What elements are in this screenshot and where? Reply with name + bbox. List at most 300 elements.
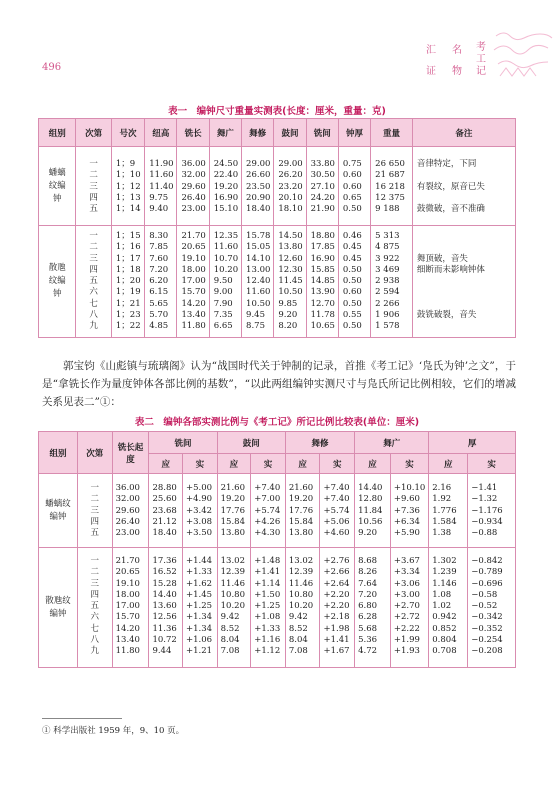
table1-cell: 26.40 bbox=[181, 192, 206, 203]
table2-cell: +1.93 bbox=[393, 646, 420, 657]
table2-cell: −0.934 bbox=[471, 516, 503, 527]
table2-cell: +7.40 bbox=[323, 483, 350, 493]
table1-cell: 36.00 bbox=[181, 159, 206, 169]
table1-note bbox=[417, 193, 515, 204]
table1-note: 舞顶破，音失 bbox=[416, 253, 468, 264]
table2-cell: 四 bbox=[90, 589, 100, 600]
table1-cell: 七 bbox=[89, 298, 98, 309]
page-number: 496 bbox=[42, 62, 62, 73]
table2-cell: 1.38 bbox=[432, 528, 452, 539]
table2-cell: 21.12 bbox=[152, 516, 177, 527]
table2-header-cell: 厚 bbox=[429, 432, 516, 454]
table2-cell: −0.789 bbox=[471, 567, 503, 578]
table1-note bbox=[417, 299, 515, 310]
table1-cell: 7.35 bbox=[213, 310, 233, 321]
table1-cell: 14.10 bbox=[246, 253, 271, 264]
table1-cell: 0.65 bbox=[342, 192, 362, 203]
table1-cell: 12 375 bbox=[375, 192, 405, 203]
table1-header-cell: 号次 bbox=[111, 119, 144, 147]
table1-cell: 24.50 bbox=[213, 159, 239, 169]
table1-header-cell: 备注 bbox=[412, 119, 515, 147]
table1-cell: 32.00 bbox=[181, 170, 206, 181]
table2-cell: +1.33 bbox=[186, 567, 213, 578]
table2-cell: −0.842 bbox=[471, 556, 503, 566]
table1-cell: 27.10 bbox=[310, 181, 335, 192]
table2-cell: +4.60 bbox=[323, 528, 350, 539]
table2-cell: −1.32 bbox=[471, 494, 498, 505]
table1-cell: 2 938 bbox=[375, 276, 400, 287]
table1-note: 细断而未影响钟体 bbox=[416, 264, 485, 275]
table2-cell: 1.92 bbox=[432, 494, 452, 505]
table1-cell: 0.45 bbox=[342, 242, 362, 253]
table1-column-cell bbox=[209, 147, 241, 226]
table2-column-cell bbox=[183, 474, 218, 548]
table2-cell: +2.20 bbox=[323, 601, 350, 612]
table2-cell: 1.776 bbox=[432, 505, 457, 516]
table1-cell: 16 218 bbox=[375, 181, 405, 192]
table1-cell: 10.20 bbox=[213, 264, 239, 275]
table1-column-cell bbox=[242, 147, 274, 226]
table2-cell: 20.65 bbox=[115, 567, 140, 578]
table1-cell: 33.80 bbox=[310, 159, 335, 169]
table2-cell: −0.696 bbox=[471, 578, 503, 589]
table1-cell: 9.75 bbox=[149, 192, 169, 203]
table2-cell: 19.10 bbox=[115, 578, 140, 589]
table2-cell: 11.46 bbox=[288, 578, 314, 589]
table2-cell: 0.942 bbox=[432, 612, 457, 623]
table2-subheader-cell: 应 bbox=[355, 454, 391, 474]
table2-cell: 26.40 bbox=[115, 516, 140, 527]
table1-cell: 0.60 bbox=[342, 181, 362, 192]
table1-cell: 6.15 bbox=[149, 287, 169, 298]
table1-cell: 二 bbox=[89, 242, 98, 253]
table2-cell: 21.60 bbox=[288, 483, 314, 493]
table2-cell: +1.45 bbox=[186, 589, 213, 600]
table1-cell: 9.00 bbox=[213, 287, 233, 298]
table1-cell: 13.90 bbox=[310, 287, 335, 298]
table1-cell: 15.78 bbox=[246, 231, 271, 241]
table1-column-cell bbox=[177, 226, 209, 338]
header-char: 物 bbox=[452, 66, 462, 77]
table2-cell: −0.342 bbox=[471, 612, 503, 623]
table2-column-cell bbox=[429, 474, 468, 548]
table2-cell: +1.34 bbox=[186, 623, 213, 634]
table2-column-cell bbox=[390, 548, 428, 668]
table1-header-cell: 次第 bbox=[76, 119, 111, 147]
table1-note bbox=[417, 231, 515, 242]
table2-cell: 17.76 bbox=[288, 505, 314, 516]
table2-cell: +7.00 bbox=[254, 494, 281, 505]
table2-column-cell bbox=[217, 548, 251, 668]
table1-cell: 12.60 bbox=[278, 253, 303, 264]
table2-cell: 10.56 bbox=[358, 516, 383, 527]
table1-header-cell: 纽高 bbox=[145, 119, 177, 147]
table2-column-cell bbox=[285, 474, 320, 548]
table2-cell: +1.33 bbox=[254, 623, 281, 634]
table2-cell: 7.20 bbox=[358, 589, 378, 600]
table2-cell: 7.08 bbox=[220, 646, 240, 657]
table2-column-cell bbox=[77, 474, 112, 548]
table2-cell: 5.68 bbox=[358, 623, 378, 634]
table2-column-cell bbox=[390, 474, 428, 548]
table1-cell: 11.60 bbox=[149, 170, 174, 181]
table1-column-cell bbox=[274, 147, 306, 226]
table2-cell: −0.52 bbox=[471, 601, 498, 612]
table1-cell: 13.40 bbox=[181, 310, 206, 321]
table2-cell: 8.52 bbox=[288, 623, 308, 634]
table2-cell: 9.44 bbox=[152, 646, 172, 657]
table1-cell: 29.00 bbox=[278, 159, 303, 169]
table1-cell: 18.40 bbox=[246, 204, 271, 215]
table1-cell: 二 bbox=[89, 170, 98, 181]
table2-cell: 9.20 bbox=[358, 528, 378, 539]
table1-cell: 1；13 bbox=[115, 192, 141, 203]
table2-cell: 1.02 bbox=[432, 601, 452, 612]
table2-cell: 二 bbox=[90, 494, 100, 505]
table1-cell: 9.45 bbox=[246, 310, 265, 321]
table2-cell: 10.72 bbox=[152, 635, 177, 646]
table1-cell: 0.60 bbox=[342, 170, 362, 181]
table1-cell: 6.20 bbox=[149, 276, 169, 287]
table2-column-cell bbox=[468, 474, 516, 548]
table1-cell: 11.45 bbox=[278, 276, 303, 287]
table1-cell: 0.60 bbox=[342, 287, 362, 298]
table2-cell: 11.84 bbox=[358, 505, 383, 516]
table1-cell: 29.00 bbox=[246, 159, 271, 169]
table2-cell: 12.39 bbox=[220, 567, 245, 578]
table1-cell: 11.40 bbox=[149, 181, 174, 192]
table2-cell: +4.26 bbox=[254, 516, 281, 527]
table2-cell: 1.08 bbox=[432, 589, 452, 600]
table1-cell: 15.70 bbox=[181, 287, 206, 298]
table2-cell: 17.76 bbox=[220, 505, 245, 516]
table1-cell: 23.20 bbox=[278, 181, 303, 192]
table2-cell: 1.146 bbox=[432, 578, 457, 589]
table1-cell: 0.45 bbox=[342, 253, 362, 264]
table1-cell: 八 bbox=[89, 310, 98, 321]
table2-cell: 9.42 bbox=[220, 612, 240, 623]
table2-cell: +3.00 bbox=[393, 589, 420, 600]
table2-cell: −0.88 bbox=[471, 528, 498, 539]
table2-subheader-cell: 应 bbox=[217, 454, 251, 474]
table2-cell: +1.41 bbox=[323, 635, 350, 646]
table1-cell: 1；23 bbox=[115, 310, 141, 321]
table2-cell: +1.14 bbox=[254, 578, 281, 589]
table2-cell: 29.60 bbox=[115, 505, 140, 516]
table2-cell: 六 bbox=[90, 612, 100, 623]
table2-cell: 32.00 bbox=[115, 494, 140, 505]
table1-cell: 0.50 bbox=[342, 298, 362, 309]
table1-column-cell bbox=[76, 226, 111, 338]
table1-cell: 7.90 bbox=[213, 298, 233, 309]
table1-header-cell: 铣间 bbox=[306, 119, 338, 147]
table1-header-cell: 铣长 bbox=[177, 119, 209, 147]
table2-cell: 5.36 bbox=[358, 635, 378, 646]
table2-cell: −0.58 bbox=[471, 589, 498, 600]
table1-measurements bbox=[38, 118, 516, 338]
table2-cell: +1.12 bbox=[254, 646, 281, 657]
table2-cell: +5.90 bbox=[393, 528, 420, 539]
table2-cell: −1.176 bbox=[471, 505, 503, 516]
table1-cell: 12.40 bbox=[246, 276, 271, 287]
table1-cell: 0.46 bbox=[342, 231, 362, 241]
table2-column-cell bbox=[251, 548, 286, 668]
table1-cell: 20.65 bbox=[181, 242, 206, 253]
table2-cell: −0.352 bbox=[471, 623, 503, 634]
table1-cell: 9.20 bbox=[278, 310, 298, 321]
table1-note: 鼓铣破裂，音失 bbox=[416, 310, 477, 321]
table1-cell: 1；10 bbox=[115, 170, 141, 181]
table2-column-cell bbox=[77, 548, 112, 668]
table1-cell: 5.65 bbox=[149, 298, 169, 309]
table1-cell: 14.50 bbox=[278, 231, 303, 241]
table2-column-cell bbox=[149, 548, 183, 668]
table2-cell: 23.00 bbox=[115, 528, 140, 539]
table1-cell: 21.90 bbox=[310, 204, 335, 215]
table2-cell: +3.08 bbox=[186, 516, 213, 527]
table2-cell: 7.08 bbox=[288, 646, 308, 657]
table1-column-cell bbox=[76, 147, 111, 226]
header-char: 汇 bbox=[426, 45, 436, 56]
table1-note bbox=[417, 276, 515, 287]
table1-note bbox=[417, 321, 515, 332]
table2-cell: +1.21 bbox=[186, 646, 213, 657]
table2-cell: 四 bbox=[90, 516, 100, 527]
table2-cell: +1.99 bbox=[393, 635, 420, 646]
table1-column-cell bbox=[242, 226, 274, 338]
table2-column-cell bbox=[183, 548, 218, 668]
table1-cell: 17.00 bbox=[181, 276, 206, 287]
table2-cell: 13.02 bbox=[288, 556, 314, 566]
table2-header-cell: 铣间 bbox=[149, 432, 217, 454]
table2-cell: +3.50 bbox=[186, 528, 213, 539]
table1-cell: 26.60 bbox=[246, 170, 271, 181]
table1-cell: 12.35 bbox=[213, 231, 239, 241]
table2-cell: 13.02 bbox=[220, 556, 245, 566]
table2-cell: 18.00 bbox=[115, 589, 140, 600]
table2-cell: 8.52 bbox=[220, 623, 240, 634]
table2-subheader-cell: 实 bbox=[390, 454, 428, 474]
table1-cell: 15.05 bbox=[246, 242, 271, 253]
table2-cell: +3.42 bbox=[186, 505, 213, 516]
table1-cell: 9.40 bbox=[149, 204, 169, 215]
table1-column-cell bbox=[111, 226, 144, 338]
table2-cell: +2.66 bbox=[323, 567, 350, 578]
table1-cell: 19.20 bbox=[213, 181, 239, 192]
table2-cell: 15.84 bbox=[220, 516, 245, 527]
table2-column-cell bbox=[429, 548, 468, 668]
table2-cell: +5.06 bbox=[323, 516, 350, 527]
table2-cell: +6.34 bbox=[393, 516, 420, 527]
table2-cell: 13.80 bbox=[288, 528, 314, 539]
table2-cell: +1.98 bbox=[323, 623, 350, 634]
table2-cell: 36.00 bbox=[115, 483, 140, 493]
table1-cell: 一 bbox=[89, 231, 98, 241]
header-char: 证 bbox=[426, 66, 436, 77]
table1-cell: 三 bbox=[89, 253, 98, 264]
table1-column-cell bbox=[209, 226, 241, 338]
table2-cell: 1.239 bbox=[432, 567, 457, 578]
table2-cell: 25.60 bbox=[152, 494, 177, 505]
table2-cell: +1.67 bbox=[323, 646, 350, 657]
table1-cell: 12.70 bbox=[310, 298, 335, 309]
table1-cell: 1；18 bbox=[115, 264, 141, 275]
table1-cell: 2 594 bbox=[375, 287, 400, 298]
table1-group-row bbox=[39, 226, 516, 338]
table2-cell: −1.41 bbox=[471, 483, 498, 493]
table1-notes-cell bbox=[412, 147, 515, 226]
table2-cell: 16.52 bbox=[152, 567, 177, 578]
table1-cell: 三 bbox=[89, 181, 98, 192]
table1-cell: 23.50 bbox=[246, 181, 271, 192]
table1-cell: 13.00 bbox=[246, 264, 271, 275]
table2-cell: +1.44 bbox=[186, 556, 213, 566]
table2-cell: +10.10 bbox=[393, 483, 426, 493]
table1-cell: 7.20 bbox=[149, 264, 169, 275]
table1-header-cell: 舞广 bbox=[209, 119, 241, 147]
table1-caption: 表一 编钟尺寸重量实测表(长度：厘米，重量：克) bbox=[168, 106, 386, 117]
table2-cell: 19.20 bbox=[288, 494, 314, 505]
table1-cell: 21 687 bbox=[375, 170, 405, 181]
table1-cell: 1；19 bbox=[115, 287, 141, 298]
table2-column-cell bbox=[112, 474, 149, 548]
table1-group-row bbox=[39, 147, 516, 226]
table1-cell: 8.30 bbox=[149, 231, 169, 241]
table2-cell: 10.20 bbox=[288, 601, 314, 612]
table2-cell: 11.36 bbox=[152, 623, 177, 634]
table2-cell: +2.18 bbox=[323, 612, 350, 623]
table1-cell: 五 bbox=[89, 276, 98, 287]
table2-cell: 14.40 bbox=[358, 483, 383, 493]
table2-cell: +3.67 bbox=[393, 556, 420, 566]
table2-group-row bbox=[39, 548, 516, 668]
table1-note bbox=[417, 287, 515, 298]
table2-header-cell: 次第 bbox=[77, 432, 112, 474]
table2-cell: 15.28 bbox=[152, 578, 177, 589]
table2-subheader-cell: 实 bbox=[468, 454, 516, 474]
table2-cell: +1.08 bbox=[254, 612, 281, 623]
header-char: 考工记 bbox=[476, 42, 486, 77]
table1-header-cell: 舞修 bbox=[242, 119, 274, 147]
table2-cell: −0.254 bbox=[471, 635, 503, 646]
table1-cell: 16.90 bbox=[213, 192, 239, 203]
decorative-seal-graphic bbox=[490, 26, 554, 86]
table2-cell: +1.50 bbox=[254, 589, 281, 600]
table1-note bbox=[417, 242, 515, 253]
table1-column-cell bbox=[371, 226, 413, 338]
table1-cell: 11.60 bbox=[246, 287, 271, 298]
table2-cell: 6.80 bbox=[358, 601, 378, 612]
table1-cell: 10.70 bbox=[213, 253, 239, 264]
table2-cell: 21.70 bbox=[115, 556, 140, 566]
table2-cell: 五 bbox=[90, 528, 100, 539]
table1-cell: 9.85 bbox=[278, 298, 298, 309]
table1-cell: 4 875 bbox=[375, 242, 400, 253]
table1-cell: 1；15 bbox=[115, 231, 141, 241]
table2-caption: 表二 编钟各部实测比例与《考工记》所记比例比较表(单位：厘米) bbox=[134, 417, 420, 428]
table1-cell: 10.50 bbox=[278, 287, 303, 298]
table2-header-row bbox=[39, 432, 516, 454]
table2-cell: +2.64 bbox=[323, 578, 350, 589]
table2-cell: 21.60 bbox=[220, 483, 245, 493]
table1-cell: 四 bbox=[89, 264, 98, 275]
table2-cell: +1.25 bbox=[186, 601, 213, 612]
table1-cell: 1；14 bbox=[115, 204, 141, 215]
table1-cell: 19.10 bbox=[181, 253, 206, 264]
table2-cell: +2.20 bbox=[323, 589, 350, 600]
table1-cell: 2 266 bbox=[375, 298, 400, 309]
table1-cell: 20.10 bbox=[278, 192, 303, 203]
table1-cell: 11.60 bbox=[213, 242, 239, 253]
table1-cell: 1 906 bbox=[375, 310, 400, 321]
table2-cell: 18.40 bbox=[152, 528, 177, 539]
footnote: ① 科学出版社 1959 年，9、10 页。 bbox=[42, 726, 185, 736]
table2-cell: +2.22 bbox=[393, 623, 420, 634]
table2-cell: 一 bbox=[90, 483, 100, 493]
table2-cell: 1.302 bbox=[432, 556, 457, 566]
table2-column-cell bbox=[251, 474, 286, 548]
table2-cell: +5.74 bbox=[254, 505, 281, 516]
table1-cell: 0.50 bbox=[342, 264, 362, 275]
table1-cell: 0.50 bbox=[342, 321, 362, 332]
table2-subheader-cell: 实 bbox=[320, 454, 355, 474]
header-char: 名 bbox=[452, 45, 462, 56]
table1-cell: 7.60 bbox=[149, 253, 169, 264]
table1-cell: 6.65 bbox=[213, 321, 233, 332]
table2-cell: +2.72 bbox=[393, 612, 420, 623]
table2-cell: 2.16 bbox=[432, 483, 452, 493]
table2-cell: 8.04 bbox=[220, 635, 240, 646]
table1-cell: 15.10 bbox=[213, 204, 239, 215]
table1-cell: 11.78 bbox=[310, 310, 335, 321]
table1-cell: 20.90 bbox=[246, 192, 271, 203]
table1-note: 有裂纹，原音已失 bbox=[416, 181, 485, 192]
table2-cell: 4.72 bbox=[358, 646, 378, 657]
table1-cell: 5.70 bbox=[149, 310, 169, 321]
table2-cell: +5.00 bbox=[186, 483, 213, 493]
table2-header-cell: 舞广 bbox=[355, 432, 429, 454]
table2-cell: +1.06 bbox=[186, 635, 213, 646]
table1-cell: 18.80 bbox=[310, 231, 335, 241]
table1-cell: 四 bbox=[89, 192, 98, 203]
table1-note: 鼓微破，音不准确 bbox=[416, 204, 485, 215]
table2-cell: 12.56 bbox=[152, 612, 177, 623]
table2-cell: 8.04 bbox=[288, 635, 308, 646]
table1-cell: 18.10 bbox=[278, 204, 303, 215]
table1-cell: 9.50 bbox=[213, 276, 233, 287]
table2-ratio-comparison bbox=[38, 431, 516, 668]
table1-notes-cell bbox=[412, 226, 515, 338]
table2-cell: 1.584 bbox=[432, 516, 457, 527]
table2-cell: 13.80 bbox=[220, 528, 245, 539]
table2-column-cell bbox=[149, 474, 183, 548]
table1-cell: 8.20 bbox=[278, 321, 298, 332]
table1-cell: 0.55 bbox=[342, 310, 362, 321]
table2-cell: +3.34 bbox=[393, 567, 420, 578]
table2-cell: 12.80 bbox=[358, 494, 383, 505]
table2-column-cell bbox=[468, 548, 516, 668]
table2-column-cell bbox=[320, 548, 355, 668]
table2-cell: 10.80 bbox=[288, 589, 314, 600]
table2-cell: 17.36 bbox=[152, 556, 177, 566]
table1-cell: 五 bbox=[89, 204, 98, 215]
table2-subheader-cell: 应 bbox=[149, 454, 183, 474]
table2-cell: +2.76 bbox=[323, 556, 350, 566]
table2-column-cell bbox=[112, 548, 149, 668]
table2-cell: 11.80 bbox=[115, 646, 140, 657]
table1-cell: 0.50 bbox=[342, 276, 362, 287]
table2-cell: 19.20 bbox=[220, 494, 245, 505]
